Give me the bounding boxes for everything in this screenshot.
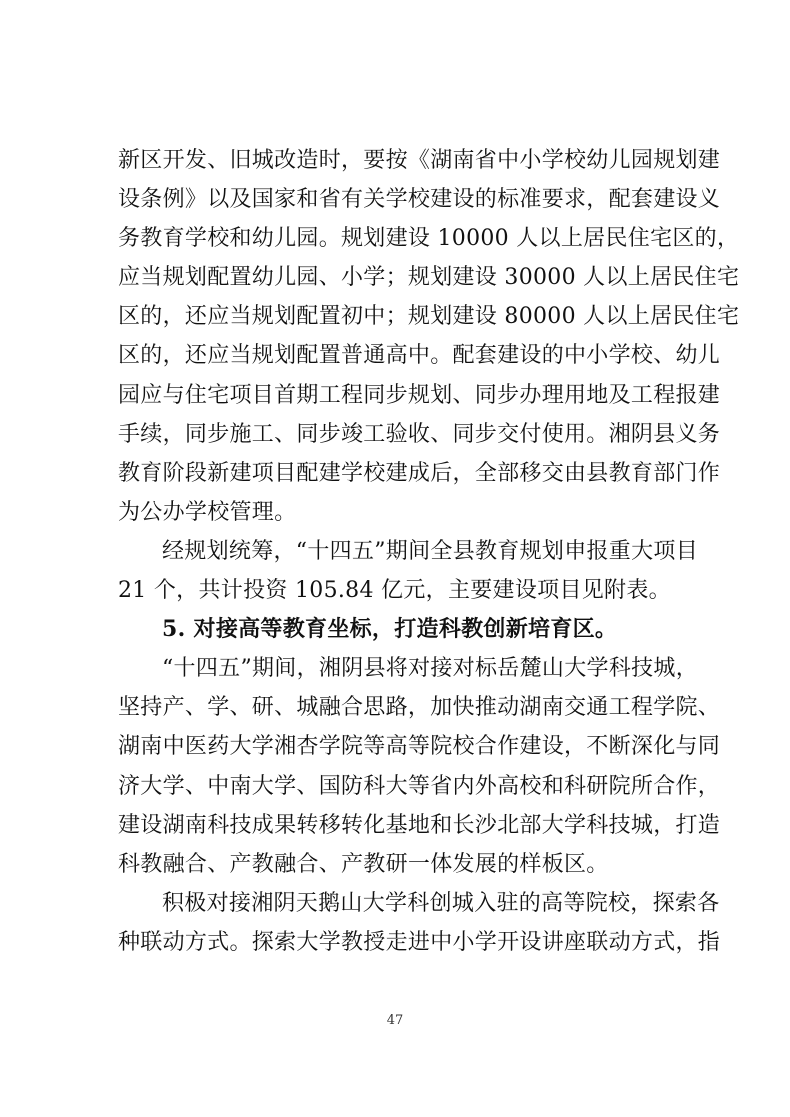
paragraph-3-line-4: 济大学、中南大学、国防科大等省内外高校和科研院所合作， — [118, 773, 721, 799]
paragraph-3-line-5: 建设湖南科技成果转移转化基地和长沙北部大学科技城，打造 — [118, 812, 721, 838]
section-heading: 5. 对接高等教育坐标，打造科教创新培育区。 — [162, 616, 618, 643]
paragraph-1-line-2: 设条例》以及国家和省有关学校建设的标准要求，配套建设义 — [118, 187, 721, 213]
paragraph-2-line-2: 21 个，共计投资 105.84 亿元，主要建设项目见附表。 — [118, 578, 671, 604]
paragraph-1-line-4: 应当规划配置幼儿园、小学；规划建设 30000 人以上居民住宅 — [118, 265, 740, 291]
body-text — [118, 141, 740, 962]
paragraph-1-line-6: 区的，还应当规划配置普通高中。配套建设的中小学校、幼儿 — [118, 343, 721, 369]
paragraph-1-line-1: 新区开发、旧城改造时，要按《湖南省中小学校幼儿园规划建 — [118, 148, 721, 173]
paragraph-3-line-3: 湖南中医药大学湘杏学院等高等院校合作建设，不断深化与同 — [118, 734, 721, 760]
paragraph-4-line-2: 种联动方式。探索大学教授走进中小学开设讲座联动方式，指 — [118, 929, 721, 955]
paragraph-1-line-3: 务教育学校和幼儿园。规划建设 10000 人以上居民住宅区的， — [118, 226, 740, 252]
paragraph-1-line-8: 手续，同步施工、同步竣工验收、同步交付使用。湘阴县义务 — [118, 421, 721, 447]
paragraph-3-line-1: “十四五”期间，湘阴县将对接对标岳麓山大学科技城， — [162, 656, 698, 682]
paragraph-3-line-6: 科教融合、产教融合、产教研一体发展的样板区。 — [118, 851, 609, 877]
paragraph-3-line-2: 坚持产、学、研、城融合思路，加快推动湖南交通工程学院、 — [118, 695, 721, 721]
paragraph-1-line-7: 园应与住宅项目首期工程同步规划、同步办理用地及工程报建 — [118, 382, 721, 408]
paragraph-1-line-9: 教育阶段新建项目配建学校建成后，全部移交由县教育部门作 — [118, 460, 721, 486]
paragraph-4-line-1: 积极对接湘阴天鹅山大学科创城入驻的高等院校，探索各 — [162, 890, 720, 916]
paragraph-1-line-10: 为公办学校管理。 — [118, 499, 297, 525]
paragraph-2-line-1: 经规划统筹，“十四五”期间全县教育规划申报重大项目 — [162, 538, 698, 564]
paragraph-1-line-5: 区的，还应当规划配置初中；规划建设 80000 人以上居民住宅 — [118, 304, 740, 330]
page-number: 47 — [386, 1013, 404, 1028]
